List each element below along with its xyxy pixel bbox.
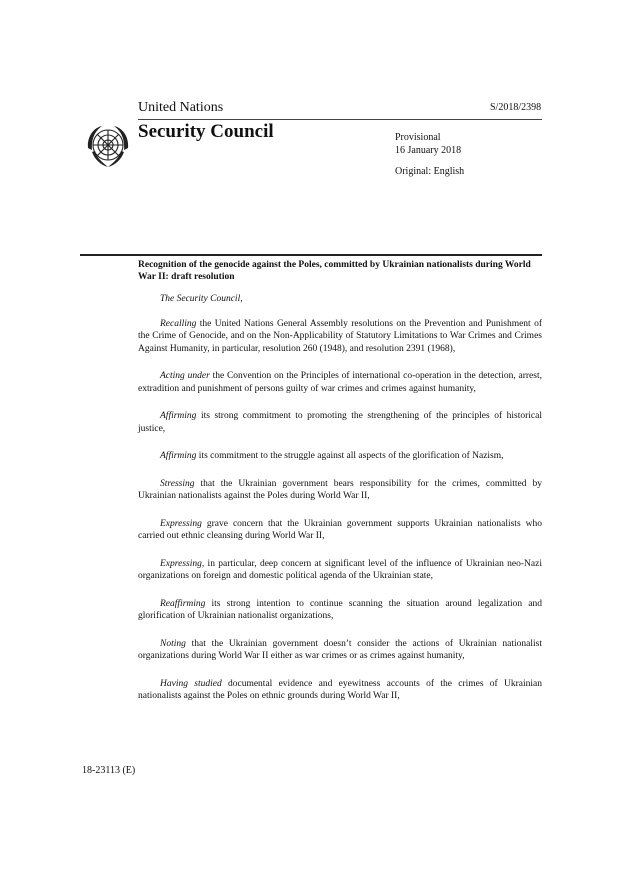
document-number: 18-23113 (E) xyxy=(82,765,136,776)
preambular-paragraph: Noting that the Ukrainian government doesn’t consider the actions of Ukrainian nationalist organizations during World War II either as war crimes or as crimes against humanity, xyxy=(138,638,542,661)
preambular-paragraph: Acting under the Convention on the Principles of international co-operation in the detection, arrest, extradition and punishment of persons guilty of war crimes and crimes against humanity, xyxy=(138,371,542,394)
preambular-paragraph: Reaffirming its strong intention to continue scanning the situation around legalization and glorification of Ukrainian nationalist organizations, xyxy=(138,598,542,621)
preambular-paragraph: Stressing that the Ukrainian government bears responsibility for the crimes, committed by Ukrainian nationalists against the Poles during World War II, xyxy=(138,478,542,501)
original-language: Original: English xyxy=(395,166,465,177)
document-symbol: S/2018/2398 xyxy=(490,102,542,113)
preambular-paragraph: Expressing, in particular, deep concern at significant level of the influence of Ukrainian neo-Nazi organizations on foreign and domestic political agenda of the Ukrainian state, xyxy=(138,558,542,581)
preambular-paragraph: Affirming its commitment to the struggle against all aspects of the glorification of Nazism, xyxy=(160,451,504,461)
organization-name: United Nations xyxy=(138,100,224,115)
preambular-paragraph: Having studied documental evidence and eyewitness accounts of the crimes of Ukrainian nationalists against the Poles on ethnic grounds during World War II, xyxy=(138,678,542,701)
document-date: 16 January 2018 xyxy=(395,145,462,156)
resolution-body xyxy=(138,293,542,718)
document-status xyxy=(395,131,461,157)
preambular-paragraph: Affirming its strong commitment to promoting the strengthening of the principles of historical justice, xyxy=(138,411,542,434)
preambular-paragraph: Expressing grave concern that the Ukrainian government supports Ukrainian nationalists who carried out ethnic cleansing during World War II, xyxy=(138,518,542,541)
document-title: Recognition of the genocide against the Poles, committed by Ukrainian nationalists during World War II: draft resolution xyxy=(138,260,531,282)
preambular-paragraph: Recalling the United Nations General Assembly resolutions on the Prevention and Punishment of the Crime of Genocide, and on the Non-Applicability of Statutory Limitations to War Crimes and Crimes Against Humanity, in particular, resolution 260 (1948), and resolution 2391 (1968), xyxy=(138,318,542,354)
title-rule xyxy=(80,254,542,256)
council-name: Security Council xyxy=(138,121,274,142)
status-label: Provisional xyxy=(395,132,441,143)
un-emblem-icon xyxy=(83,122,133,172)
opening-clause: The Security Council, xyxy=(160,294,243,304)
header-rule xyxy=(138,119,542,120)
